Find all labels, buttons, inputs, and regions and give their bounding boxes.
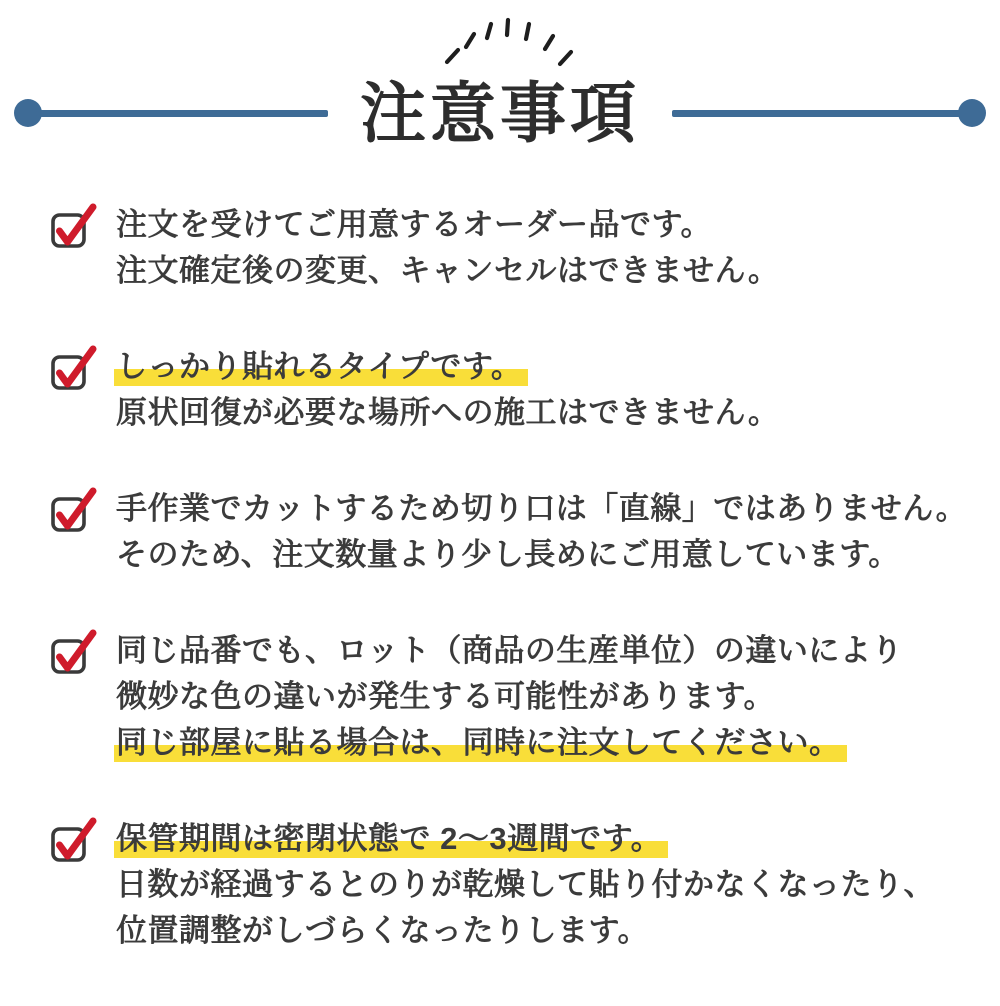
note-text: 原状回復が必要な場所への施工はできません。 — [116, 395, 780, 430]
burst-icon — [433, 12, 583, 74]
checkbox-checked-icon — [50, 344, 98, 392]
note-item — [50, 486, 966, 578]
note-line — [116, 202, 966, 248]
notes-list — [0, 202, 1000, 954]
note-lines — [116, 344, 966, 436]
left-rule — [36, 110, 328, 117]
checkbox-checked-icon — [50, 202, 98, 250]
note-lines — [116, 486, 967, 578]
note-line — [116, 248, 966, 294]
note-text: 手作業でカットするため切り口は「直線」ではありません。 — [116, 491, 968, 526]
note-text: 微妙な色の違いが発生する可能性があります。 — [116, 679, 776, 714]
note-line — [116, 816, 966, 862]
page-title: 注意事項 — [360, 76, 640, 150]
note-item — [50, 816, 966, 954]
note-item — [50, 202, 966, 294]
note-lines — [116, 816, 966, 954]
page-header — [0, 6, 1000, 150]
burst-wrap — [0, 6, 1000, 76]
note-text: 位置調整がしづらくなったりします。 — [116, 913, 650, 948]
note-line — [116, 344, 966, 390]
title-row — [0, 76, 1000, 150]
note-line — [116, 862, 966, 908]
note-lines — [116, 202, 966, 294]
note-line — [116, 486, 967, 532]
note-line — [116, 674, 966, 720]
note-item — [50, 344, 966, 436]
note-line — [116, 628, 966, 674]
checkbox-checked-icon — [50, 816, 98, 864]
highlighted-text: 保管期間は密閉状態で 2〜3週間です。 — [114, 821, 668, 858]
note-text: 注文確定後の変更、キャンセルはできません。 — [116, 253, 780, 288]
note-line — [116, 720, 966, 766]
checkbox-checked-icon — [50, 628, 98, 676]
highlighted-text: しっかり貼れるタイプです。 — [114, 349, 528, 386]
note-line — [116, 532, 967, 578]
note-line — [116, 908, 966, 954]
note-lines — [116, 628, 966, 766]
note-text: 注文を受けてご用意するオーダー品です。 — [116, 207, 713, 242]
note-text: そのため、注文数量より少し長めにご用意しています。 — [116, 537, 900, 572]
right-end-dot-icon — [958, 99, 986, 127]
note-line — [116, 390, 966, 436]
checkbox-checked-icon — [50, 486, 98, 534]
note-text: 日数が経過するとのりが乾燥して貼り付かなくなったり、 — [116, 867, 935, 902]
note-item — [50, 628, 966, 766]
note-text: 同じ品番でも、ロット（商品の生産単位）の違いにより — [116, 633, 903, 668]
right-rule — [672, 110, 964, 117]
highlighted-text: 同じ部屋に貼る場合は、同時に注文してください。 — [114, 725, 847, 762]
